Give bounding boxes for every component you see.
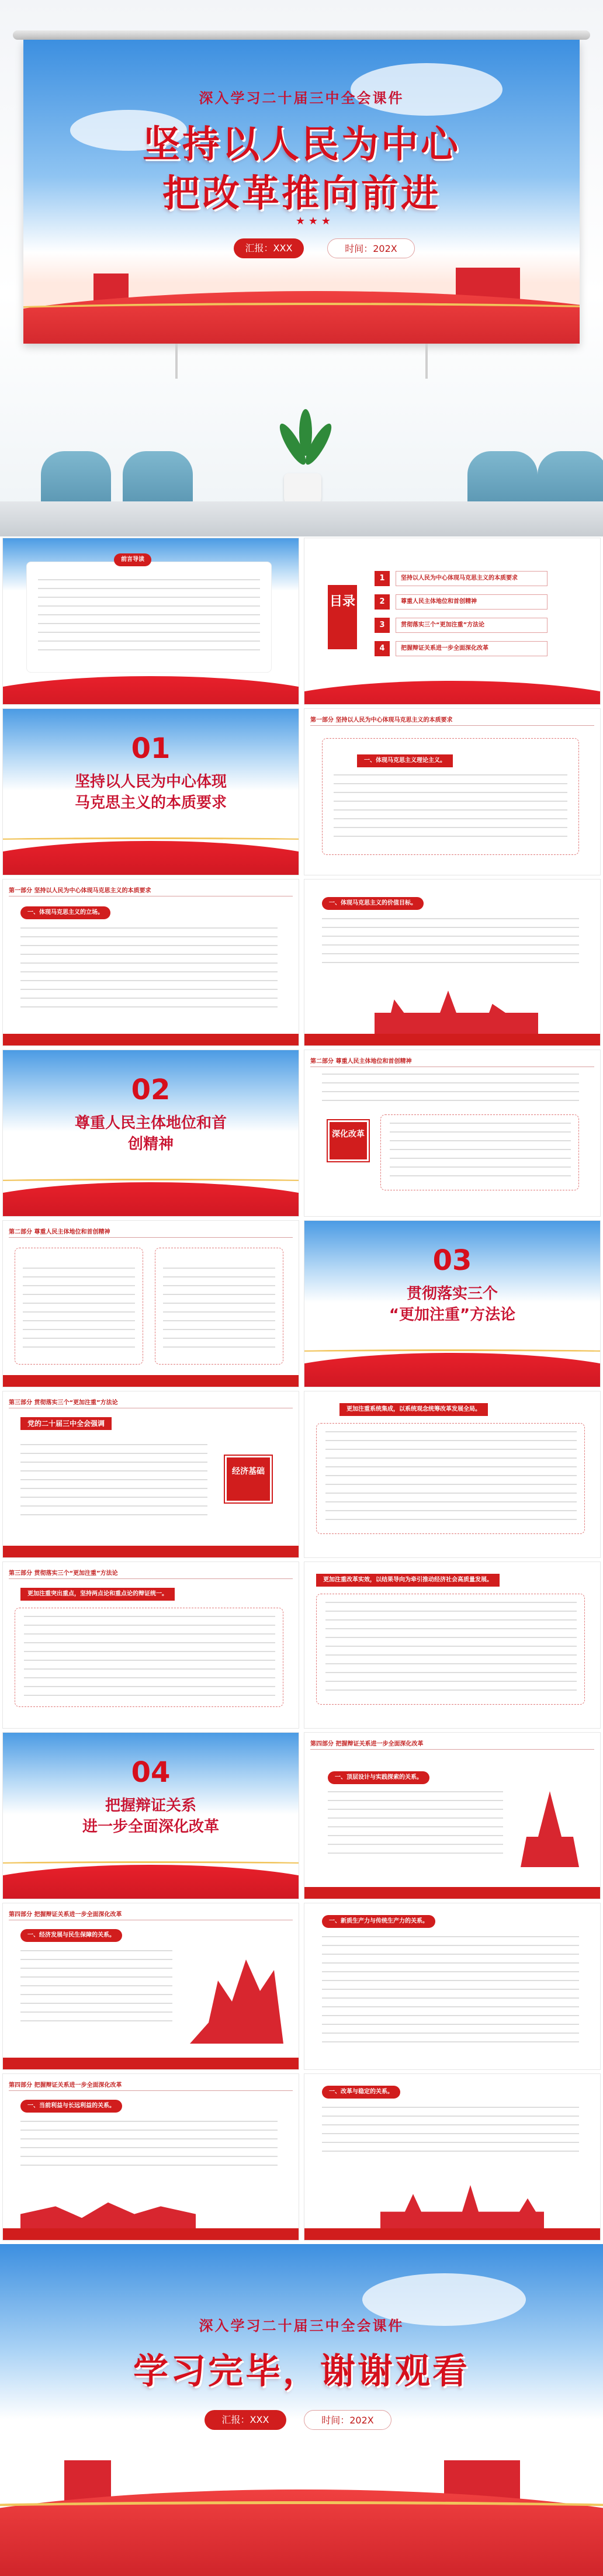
toc-item[interactable] (375, 641, 550, 656)
gold-wave-decoration (23, 303, 580, 326)
highlight-box: 经济基础 (225, 1456, 272, 1502)
toc-label-text: 贯彻落实三个“更加注重”方法论 (396, 618, 547, 633)
slide-part2-detail (2, 1220, 299, 1387)
great-wall-icon (190, 1938, 283, 2044)
screen-leg (175, 344, 178, 379)
slide-part4-content-a (304, 1732, 601, 1899)
slide-header: 第四部分 把握辩证关系进一步全面深化改革 (310, 1741, 424, 1747)
toc-item[interactable] (375, 618, 550, 633)
body-text-lines (325, 1602, 577, 1695)
slide-part4-title (2, 1732, 299, 1899)
toc-label: 目录 (328, 585, 357, 649)
intro-text-lines (38, 579, 260, 655)
toc-label-text: 坚持以人民为中心体现马克思主义的本质要求 (396, 571, 547, 586)
slide-header: 第四部分 把握辩证关系进一步全面深化改革 (9, 2082, 122, 2089)
ending-reporter: 汇报：XXX (205, 2410, 286, 2430)
point-tag: 党的二十届三中全会强调 (20, 1417, 112, 1430)
part3-title-line2: “更加注重”方法论 (389, 1306, 516, 1324)
toc-num: 4 (375, 641, 390, 656)
temple-icon (521, 1791, 579, 1867)
point-tag: 一、新质生产力与传统生产力的关系。 (322, 1915, 435, 1928)
body-text-lines (328, 1791, 503, 1861)
ending-subtitle: 深入学习二十届三中全会课件 (199, 2318, 404, 2334)
toc-label-text: 尊重人民主体地位和首创精神 (396, 594, 547, 610)
intro-title: 前言导读 (114, 553, 151, 566)
body-text-lines (322, 1074, 579, 1103)
point-tag: 一、当前利益与长远利益的关系。 (20, 2100, 122, 2113)
part2-title-line2: 创精神 (127, 1135, 174, 1153)
slide-part3-title (304, 1220, 601, 1387)
slide-part1-detail-a (2, 879, 299, 1046)
slide-ending (0, 2244, 603, 2576)
point-tag: 一、顶层设计与实践探索的关系。 (328, 1771, 429, 1784)
part4-number: 04 (131, 1756, 171, 1789)
point-tag: 更加注重改革实效，以结果导向为牵引推动经济社会高质量发展。 (316, 1574, 500, 1587)
body-text-lines (24, 1616, 275, 1698)
slide-part3-content-b (304, 1391, 601, 1558)
slide-header: 第三部分 贯彻落实三个“更加注重”方法论 (9, 1570, 118, 1577)
cover-time: 时间：202X (327, 238, 415, 258)
toc-item[interactable] (375, 594, 550, 610)
slide-part2-title (2, 1050, 299, 1217)
body-text-lines (20, 1950, 172, 2026)
slide-header: 第四部分 把握辩证关系进一步全面深化改革 (9, 1912, 122, 1918)
part2-number: 02 (131, 1074, 171, 1106)
body-text-lines (322, 1936, 579, 2047)
desk-surface (0, 501, 603, 536)
part4-title-line2: 进一步全面深化改革 (82, 1818, 219, 1836)
body-text-lines (163, 1268, 275, 1349)
slide-part4-content-d (2, 2073, 299, 2241)
toc-label-text: 把握辩证关系进一步全面深化改革 (396, 641, 547, 656)
slide-header: 第三部分 贯彻落实三个“更加注重”方法论 (9, 1400, 118, 1406)
toc-num: 2 (375, 594, 390, 610)
part3-title-line1: 贯彻落实三个 (406, 1285, 498, 1303)
slide-toc (304, 538, 601, 705)
point-tag: 一、改革与稳定的关系。 (322, 2086, 400, 2099)
slide-part4-content-e (304, 2073, 601, 2241)
body-text-lines (20, 2121, 278, 2173)
slide-part3-content-d (304, 1561, 601, 1729)
body-text-lines (23, 1268, 135, 1349)
cover-slide (23, 40, 580, 344)
point-tag: 更加注重系统集成，以系统观念统筹改革发展全局。 (339, 1403, 488, 1416)
slide-header: 第二部分 尊重人民主体地位和首创精神 (310, 1058, 412, 1065)
part1-number: 01 (131, 732, 171, 765)
slide-part1-title (2, 708, 299, 875)
highlight-box: 深化改革 (328, 1120, 369, 1161)
point-tag: 一、体现马克思主义的立场。 (20, 906, 110, 919)
body-text-lines (20, 927, 278, 1015)
body-text-lines (325, 1431, 577, 1525)
part1-title-line1: 坚持以人民为中心体现 (74, 773, 227, 791)
cover-title-line2: 把改革推向前进 (162, 172, 441, 216)
body-text-lines (322, 2107, 579, 2159)
part4-title-line1: 把握辩证关系 (105, 1797, 196, 1815)
city-skyline (375, 991, 538, 1035)
body-text-lines (20, 1444, 207, 1520)
ending-time: 时间：202X (304, 2410, 391, 2430)
projector-screen-bar (13, 30, 590, 40)
slide-part1-detail-b (304, 879, 601, 1046)
part1-title-line2: 马克思主义的本质要求 (74, 794, 227, 812)
slide-part1-content (304, 708, 601, 875)
cover-reporter: 汇报：XXX (234, 238, 304, 258)
toc-num: 1 (375, 571, 390, 586)
slide-header: 第一部分 坚持以人民为中心体现马克思主义的本质要求 (9, 888, 151, 894)
part2-title-line1: 尊重人民主体地位和首 (74, 1114, 227, 1132)
point-tag: 更加注重突出重点，坚持两点论和重点论的辩证统一。 (20, 1588, 175, 1601)
city-skyline (380, 2185, 544, 2229)
point-tag: 一、经济发展与民生保障的关系。 (20, 1929, 122, 1942)
body-text-lines (390, 1123, 571, 1181)
slide-part3-content-c (2, 1561, 299, 1729)
point-tag: 一、体现马克思主义的价值目标。 (322, 897, 424, 910)
slide-part3-content-a (2, 1391, 299, 1558)
body-text-lines (322, 918, 579, 971)
great-wall-icon (20, 2191, 196, 2229)
slide-intro (2, 538, 299, 705)
cover-mockup (0, 0, 603, 536)
toc-num: 3 (375, 618, 390, 633)
point-tag: 一、体现马克思主义理论主义。 (357, 754, 453, 767)
slide-part2-content (304, 1050, 601, 1217)
star-icon: ★ ★ ★ (296, 215, 331, 227)
slide-part4-content-b (2, 1903, 299, 2070)
slide-header: 第一部分 坚持以人民为中心体现马克思主义的本质要求 (310, 717, 453, 723)
slide-header: 第二部分 尊重人民主体地位和首创精神 (9, 1229, 110, 1235)
gold-wave-decoration (0, 2501, 603, 2525)
cover-title-line1: 坚持以人民为中心 (143, 123, 460, 167)
cover-subtitle: 深入学习二十届三中全会课件 (199, 90, 404, 106)
part3-number: 03 (432, 1244, 472, 1277)
slide-part4-content-c (304, 1903, 601, 2070)
screen-leg (425, 344, 428, 379)
ending-title: 学习完毕，谢谢观看 (133, 2351, 470, 2392)
body-text-lines (334, 774, 567, 844)
toc-item[interactable] (375, 571, 550, 586)
